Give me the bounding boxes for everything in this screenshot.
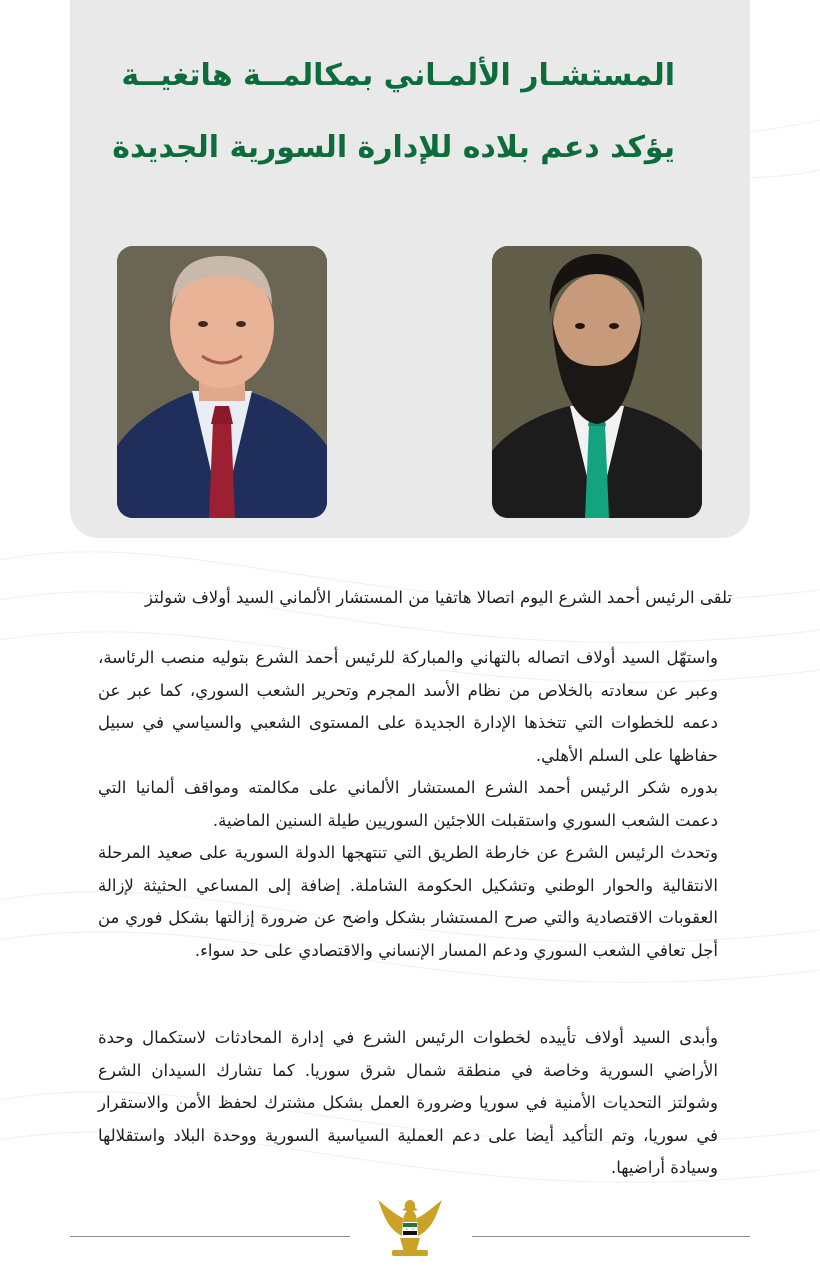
article-paragraph-1 xyxy=(98,642,718,967)
article-paragraph-1-part-1: واستهّل السيد أولاف اتصاله بالتهاني والمباركة للرئيس أحمد الشرع بتوليه منصب الرئاسة، وعبر عن سعادته بالخلاص من نظام الأسد المجرم وتحرير الشعب السوري، كما عبر عن دعمه للخطوات التي تتخذها الإدارة الجديدة على المستوى الشعبي والسياسي في سبيل حفاظها على السلم الأهلي. xyxy=(98,648,718,765)
article-paragraph-1-part-3: وتحدث الرئيس الشرع عن خارطة الطريق التي تنتهجها الدولة السورية على صعيد المرحلة الانتقالية والحوار الوطني وتشكيل الحكومة الشاملة. إضافة إلى المساعي الحثيثة لإزالة العقوبات الاقتصادية والتي صرح المستشار بشكل واضح عن ضرورة إزالتها بشكل فوري من أجل تعافي الشعب السوري ودعم المسار الإنساني والاقتصادي على حد سواء. xyxy=(98,843,718,960)
footer-divider-right xyxy=(472,1236,750,1237)
photo-german-chancellor xyxy=(117,246,327,518)
photo-syrian-president xyxy=(492,246,702,518)
article-paragraph-2: وأبدى السيد أولاف تأييده لخطوات الرئيس الشرع في إدارة المحادثات لاستكمال وحدة الأراضي السورية وخاصة في منطقة شمال شرق سوريا. كما تشارك السيدان الشرع وشولتز التحديات الأمنية في سوريا وضرورة العمل بشكل مشترك لحفظ الأمن والاستقرار في سوريا، وتم التأكيد أيضا على دعم العملية السياسية السورية ووحدة البلاد واستقلالها وسيادة أراضيها. xyxy=(98,1028,718,1177)
headline-line-2: يؤكد دعم بلاده للإدارة السورية الجديدة xyxy=(112,130,675,165)
red-tie xyxy=(209,421,235,518)
footer-divider-left xyxy=(70,1236,350,1237)
syrian-eagle-emblem-icon xyxy=(376,1196,444,1258)
article-intro: تلقى الرئيس أحمد الشرع اليوم اتصالا هاتفيا من المستشار الألماني السيد أولاف شولتز xyxy=(145,588,732,607)
green-tie xyxy=(585,424,609,518)
headline-line-1: المستشـار الألمـاني بمكالمــة هاتغيــة xyxy=(121,58,675,93)
article-paragraph-1-part-2: بدوره شكر الرئيس أحمد الشرع المستشار الألماني على مكالمته ومواقف ألمانيا التي دعمت الشعب السوري واستقبلت اللاجئين السوريين طيلة السنين الماضية. xyxy=(98,778,718,830)
